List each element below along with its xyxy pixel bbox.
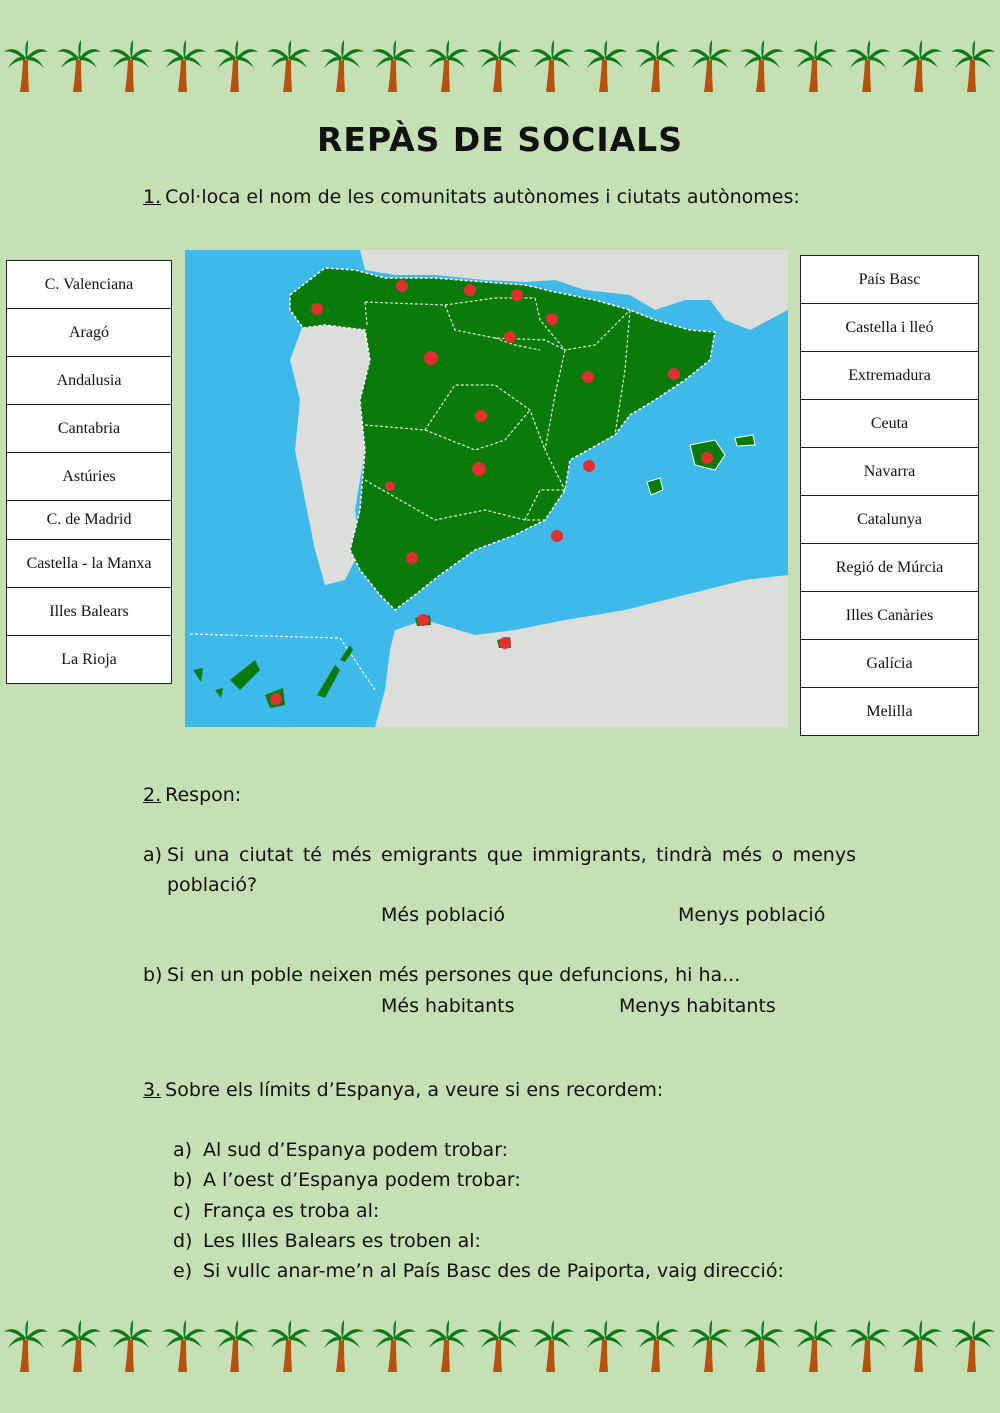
dot-castella-manxa <box>472 462 486 476</box>
dot-pais-basc <box>511 289 523 301</box>
dot-melilla <box>499 637 511 649</box>
q2b-label: b) <box>143 964 163 986</box>
palm-tree-icon <box>370 1318 418 1374</box>
q2a-line2: població? <box>167 874 258 896</box>
answer-box[interactable]: Astúries <box>6 452 172 501</box>
q3-item-text: França es troba al: <box>203 1200 380 1222</box>
right-answer-boxes <box>800 255 979 736</box>
palm-tree-icon <box>528 1318 576 1374</box>
answer-box[interactable]: C. de Madrid <box>6 500 172 540</box>
answer-box[interactable]: Melilla <box>800 687 979 736</box>
question-3-number: 3. <box>143 1079 162 1101</box>
palm-tree-icon <box>949 1318 997 1374</box>
spain-map <box>185 250 788 727</box>
answer-box[interactable]: Cantabria <box>6 404 172 453</box>
palm-tree-icon <box>265 1318 313 1374</box>
q3-item-label: d) <box>173 1230 193 1252</box>
q2b-option-mes[interactable]: Més habitants <box>381 995 515 1017</box>
palm-tree-icon <box>844 1318 892 1374</box>
answer-box[interactable]: País Basc <box>800 255 979 304</box>
palm-tree-icon <box>265 38 313 94</box>
palm-tree-icon <box>633 38 681 94</box>
palm-tree-icon <box>475 38 523 94</box>
answer-box[interactable]: Galícia <box>800 639 979 688</box>
answer-box[interactable]: C. Valenciana <box>6 260 172 309</box>
answer-box[interactable]: Castella - la Manxa <box>6 539 172 588</box>
answer-box[interactable]: Andalusia <box>6 356 172 405</box>
dot-ceuta <box>417 614 429 626</box>
dot-castella-lleo <box>424 351 438 365</box>
palm-tree-icon <box>212 1318 260 1374</box>
answer-box[interactable]: Castella i lleó <box>800 303 979 352</box>
palm-tree-icon <box>370 38 418 94</box>
dot-asturies <box>396 280 408 292</box>
palm-tree-icon <box>212 38 260 94</box>
q3-item-label: c) <box>173 1200 191 1222</box>
palm-tree-icon <box>107 38 155 94</box>
q2b-option-menys[interactable]: Menys habitants <box>619 995 776 1017</box>
answer-box[interactable]: Ceuta <box>800 399 979 448</box>
palm-tree-icon <box>581 38 629 94</box>
left-answer-boxes <box>6 260 172 684</box>
palm-tree-icon <box>896 38 944 94</box>
palm-tree-icon <box>844 38 892 94</box>
dot-illes-balears <box>701 452 713 464</box>
palm-tree-icon <box>423 38 471 94</box>
dot-arago <box>582 371 594 383</box>
q3-item-text: A l’oest d’Espanya podem trobar: <box>203 1169 521 1191</box>
question-1-number: 1. <box>143 186 162 208</box>
q2a-option-menys[interactable]: Menys població <box>678 904 826 926</box>
palm-border-bottom <box>0 1318 1000 1374</box>
palm-border-top <box>0 38 1000 94</box>
palm-tree-icon <box>686 38 734 94</box>
q2a-option-mes[interactable]: Més població <box>381 904 506 926</box>
q3-item <box>173 1260 784 1282</box>
q3-item-label: a) <box>173 1139 193 1161</box>
q3-item-text: Al sud d’Espanya podem trobar: <box>203 1139 509 1161</box>
palm-tree-icon <box>633 1318 681 1374</box>
palm-tree-icon <box>318 38 366 94</box>
palm-tree-icon <box>896 1318 944 1374</box>
q3-item <box>173 1139 508 1161</box>
palm-tree-icon <box>318 1318 366 1374</box>
palm-tree-icon <box>738 1318 786 1374</box>
palm-tree-icon <box>2 1318 50 1374</box>
answer-box[interactable]: Catalunya <box>800 495 979 544</box>
dot-galicia <box>311 303 323 315</box>
palm-tree-icon <box>160 1318 208 1374</box>
palm-tree-icon <box>55 38 103 94</box>
palm-tree-icon <box>581 1318 629 1374</box>
dot-c-valenciana <box>583 460 595 472</box>
palm-tree-icon <box>528 38 576 94</box>
q3-item-text: Si vullc anar-me’n al País Basc des de Paiporta, vaig direcció: <box>203 1260 784 1282</box>
dot-la-rioja <box>504 331 516 343</box>
question-2-number: 2. <box>143 784 162 806</box>
palm-tree-icon <box>107 1318 155 1374</box>
palm-tree-icon <box>791 1318 839 1374</box>
palm-tree-icon <box>738 38 786 94</box>
dot-andalusia <box>406 552 418 564</box>
dot-navarra <box>546 313 558 325</box>
answer-box[interactable]: Illes Canàries <box>800 591 979 640</box>
dot-illes-canaries <box>270 693 282 705</box>
answer-box[interactable]: Illes Balears <box>6 587 172 636</box>
question-1-text: Col·loca el nom de les comunitats autònomes i ciutats autònomes: <box>165 186 800 208</box>
question-2-text: Respon: <box>165 784 242 806</box>
palm-tree-icon <box>949 38 997 94</box>
palm-tree-icon <box>160 38 208 94</box>
question-3-text: Sobre els límits d’Espanya, a veure si ens recordem: <box>165 1079 664 1101</box>
q3-item <box>173 1230 481 1252</box>
q2a-line1: Si una ciutat té més emigrants que immigrants, tindrà més o menys <box>167 844 856 866</box>
palm-tree-icon <box>2 38 50 94</box>
dot-madrid <box>475 410 487 422</box>
q3-item-label: b) <box>173 1169 193 1191</box>
palm-tree-icon <box>791 38 839 94</box>
palm-tree-icon <box>686 1318 734 1374</box>
question-1 <box>143 186 800 208</box>
palm-tree-icon <box>423 1318 471 1374</box>
dot-extremadura <box>385 481 395 491</box>
dot-catalunya <box>668 368 680 380</box>
answer-box[interactable]: Navarra <box>800 447 979 496</box>
answer-box[interactable]: La Rioja <box>6 635 172 684</box>
q3-item <box>173 1200 379 1222</box>
answer-box[interactable]: Regió de Múrcia <box>800 543 979 592</box>
dot-cantabria <box>464 284 476 296</box>
page-title: REPÀS DE SOCIALS <box>317 120 683 159</box>
question-2 <box>143 784 241 806</box>
answer-box[interactable]: Extremadura <box>800 351 979 400</box>
palm-tree-icon <box>475 1318 523 1374</box>
q2a-label: a) <box>143 844 163 866</box>
question-3 <box>143 1079 663 1101</box>
q3-item <box>173 1169 521 1191</box>
q3-item-label: e) <box>173 1260 193 1282</box>
answer-box[interactable]: Aragó <box>6 308 172 357</box>
palm-tree-icon <box>55 1318 103 1374</box>
dot-murcia <box>551 530 563 542</box>
q2b-text: Si en un poble neixen més persones que defuncions, hi ha... <box>167 964 741 986</box>
q3-item-text: Les Illes Balears es troben al: <box>203 1230 481 1252</box>
